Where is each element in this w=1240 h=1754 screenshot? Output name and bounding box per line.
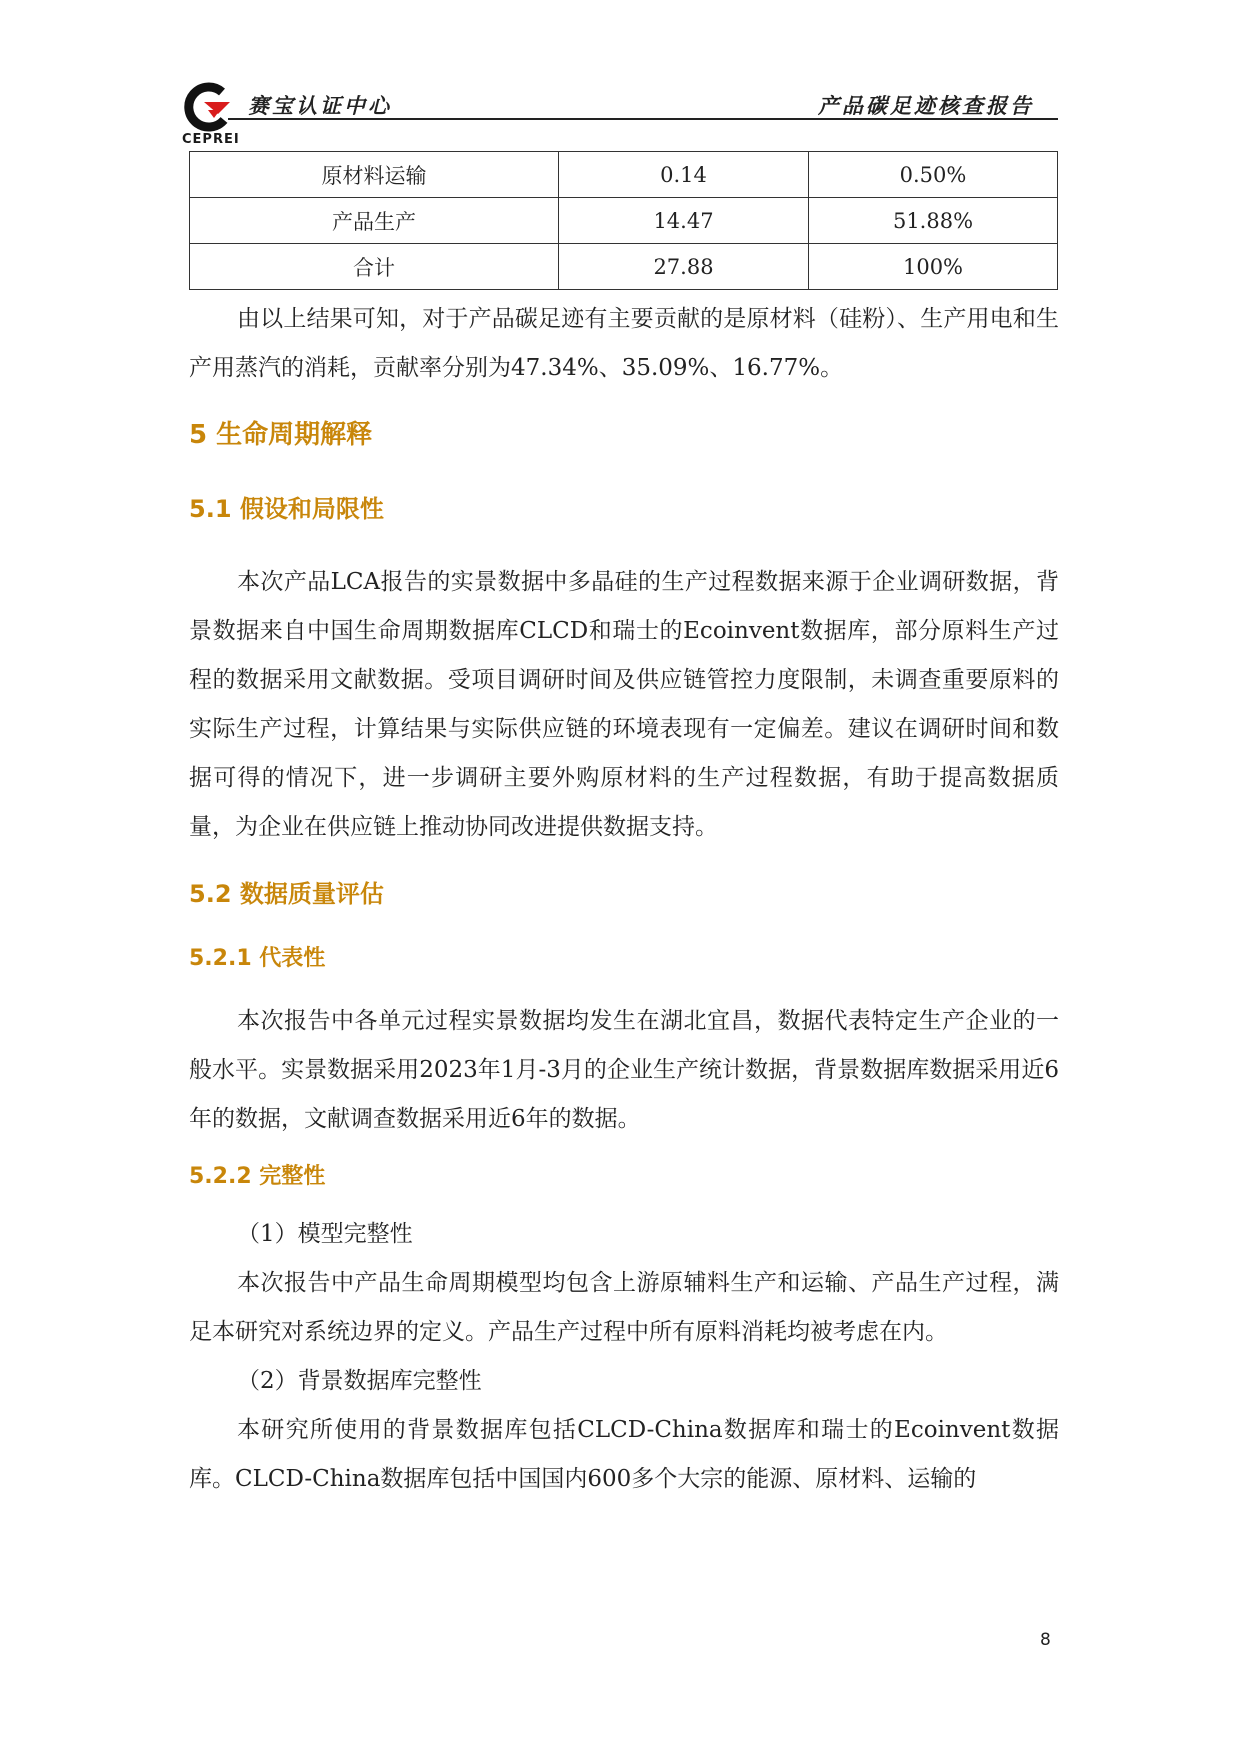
list-item: （1）模型完整性 [237,1221,413,1247]
table-row [190,198,1058,244]
section-heading-5-1: 5.1 假设和局限性 [189,495,384,523]
table-cell: 合计 [190,244,559,290]
list-item: （2）背景数据库完整性 [237,1368,482,1394]
paragraph-model-completeness: 本次报告中产品生命周期模型均包含上游原辅料生产和运输、产品生产过程，满足本研究对系统边界的定义。产品生产过程中所有原料消耗均被考虑在内。 [189,1270,1059,1345]
table-cell: 产品生产 [190,198,559,244]
section-heading-5-2: 5.2 数据质量评估 [189,880,384,908]
section-heading-5-2-1: 5.2.1 代表性 [189,946,326,971]
table-cell: 100% [809,244,1058,290]
paragraph-5-1: 本次产品LCA报告的实景数据中多晶硅的生产过程数据来源于企业调研数据，背景数据来自中国生命周期数据库CLCD和瑞士的Ecoinvent数据库，部分原料生产过程的数据采用文献数据。受项目调研时间及供应链管控力度限制，未调查重要原料的实际生产过程，计算结果与实际供应链的环境表现有一定偏差。建议在调研时间和数据可得的情况下，进一步调研主要外购原材料的生产过程数据，有助于提高数据质量，为企业在供应链上推动协同改进提供数据支持。 [189,569,1059,840]
table-row [190,244,1058,290]
table-row [190,152,1058,198]
table-cell: 14.47 [559,198,809,244]
ceprei-logo-icon [178,82,238,134]
logo-text: CEPREI [182,132,240,147]
contribution-table [189,151,1058,290]
section-heading-5: 5 生命周期解释 [189,420,373,450]
page-number: 8 [1040,1630,1051,1650]
paragraph-database-completeness: 本研究所使用的背景数据库包括CLCD-China数据库和瑞士的Ecoinvent数据库。CLCD-China数据库包括中国国内600多个大宗的能源、原材料、运输的 [189,1417,1059,1492]
org-name: 赛宝认证中心 [248,93,392,118]
table-cell: 0.14 [559,152,809,198]
document-body [189,295,1059,1504]
summary-paragraph: 由以上结果可知，对于产品碳足迹有主要贡献的是原材料（硅粉）、生产用电和生产用蒸汽的消耗，贡献率分别为47.34%、35.09%、16.77%。 [189,306,1059,381]
table-cell: 0.50% [809,152,1058,198]
table-cell: 27.88 [559,244,809,290]
section-heading-5-2-2: 5.2.2 完整性 [189,1164,326,1189]
table-cell: 51.88% [809,198,1058,244]
table-cell: 原材料运输 [190,152,559,198]
paragraph-5-2-1: 本次报告中各单元过程实景数据均发生在湖北宜昌，数据代表特定生产企业的一般水平。实景数据采用2023年1月-3月的企业生产统计数据，背景数据库数据采用近6年的数据，文献调查数据采用近6年的数据。 [189,1008,1059,1132]
report-title: 产品碳足迹核查报告 [818,93,1034,118]
header-divider [228,118,1058,120]
